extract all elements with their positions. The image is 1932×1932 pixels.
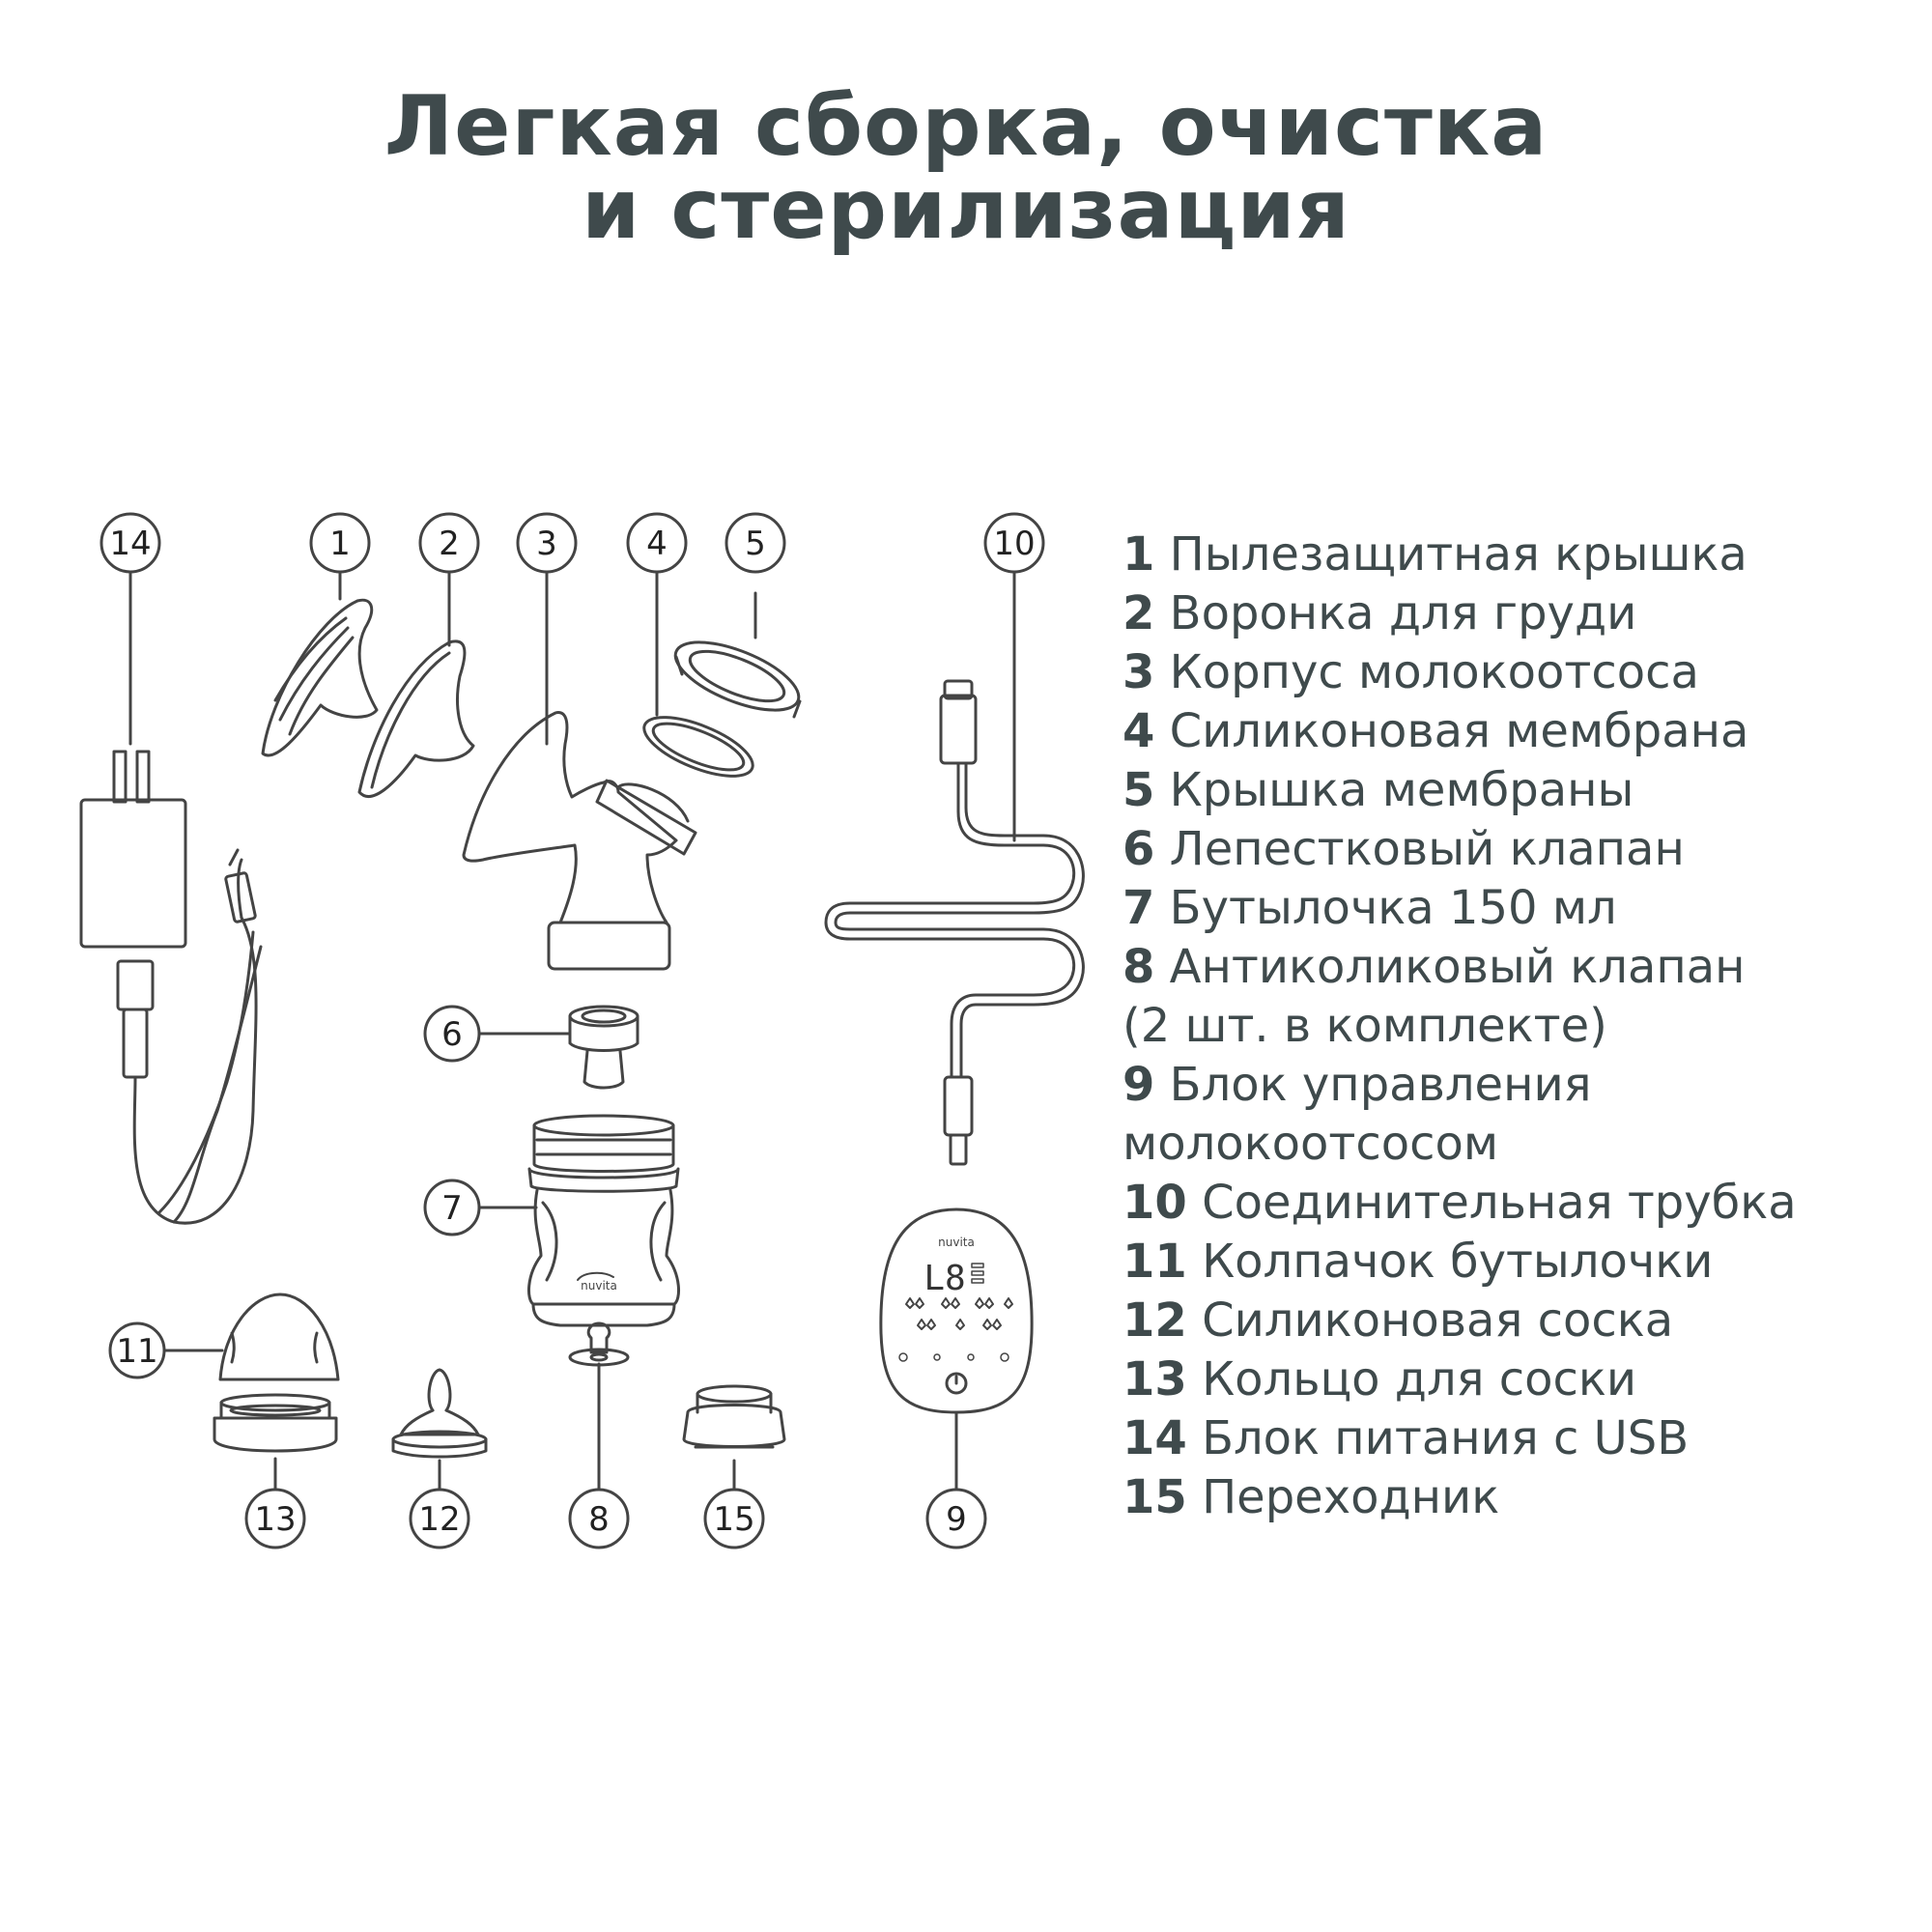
legend-item-number: 9: [1122, 1058, 1155, 1112]
legend-item-number: 10: [1122, 1176, 1187, 1230]
callout-15: [705, 1490, 763, 1548]
control-unit-illustration: [881, 1209, 1032, 1412]
legend-item: [1122, 702, 1924, 761]
parts-legend: [1122, 526, 1924, 1527]
legend-item: [1122, 526, 1924, 584]
legend-item: [1122, 1409, 1924, 1468]
legend-item-number: 8: [1122, 940, 1155, 994]
adapter-illustration: [684, 1386, 784, 1447]
legend-item: [1122, 820, 1924, 879]
legend-item-number: 14: [1122, 1411, 1187, 1465]
callout-9: [927, 1490, 985, 1548]
flower-icons: [906, 1298, 1012, 1329]
legend-item-text: Силиконовая мембрана: [1169, 704, 1749, 758]
control-unit-brand-label: nuvita: [938, 1236, 975, 1249]
callout-14-label: 14: [109, 525, 152, 563]
legend-item-text: Силиконовая соска: [1202, 1293, 1674, 1348]
legend-item-number: 4: [1122, 704, 1155, 758]
legend-item-text: Кольцо для соски: [1202, 1352, 1637, 1406]
legend-item: [1122, 1468, 1924, 1527]
legend-item-number: 1: [1122, 527, 1155, 582]
callout-13: [246, 1490, 304, 1548]
bottle-brand-label: nuvita: [581, 1279, 617, 1293]
legend-item-text: Колпачок бутылочки: [1202, 1235, 1714, 1289]
legend-item: [1122, 1174, 1924, 1233]
legend-item-number: 6: [1122, 822, 1155, 876]
callout-4-label: 4: [646, 525, 668, 563]
legend-item-text: Соединительная трубка: [1202, 1176, 1797, 1230]
legend-item-text: Бутылочка 150 мл: [1169, 881, 1617, 935]
legend-item: [1122, 938, 1924, 997]
breast-funnel-illustration: [359, 641, 473, 797]
callout-6: [425, 1007, 479, 1061]
callout-11-label: 11: [116, 1332, 158, 1371]
callout-6-label: 6: [441, 1015, 463, 1054]
legend-item: [1122, 1056, 1924, 1115]
legend-item: [1122, 1350, 1924, 1409]
legend-item: [1122, 1292, 1924, 1350]
callout-5: [726, 514, 784, 572]
legend-item-text: Пылезащитная крышка: [1169, 527, 1747, 582]
teat-ring-illustration: [214, 1395, 336, 1451]
petal-valve-illustration: [570, 1007, 638, 1088]
callout-10-label: 10: [993, 525, 1036, 563]
callout-13-label: 13: [254, 1500, 297, 1539]
legend-item-number: 5: [1122, 763, 1155, 817]
callout-4: [628, 514, 686, 572]
legend-item: [1122, 879, 1924, 938]
callout-12: [411, 1490, 469, 1548]
legend-item-text: Переходник: [1202, 1470, 1500, 1524]
callout-11: [110, 1323, 164, 1378]
legend-item-text: Лепестковый клапан: [1169, 822, 1685, 876]
legend-item: [1122, 643, 1924, 702]
callout-1-label: 1: [329, 525, 351, 563]
legend-item: [1122, 584, 1924, 643]
callout-5-label: 5: [745, 525, 766, 563]
legend-item-text: Корпус молокоотсоса: [1169, 645, 1699, 699]
callout-7-label: 7: [441, 1189, 463, 1228]
legend-item-text: Антиколиковый клапан: [1169, 940, 1746, 994]
legend-item-number: 7: [1122, 881, 1155, 935]
callout-12-label: 12: [418, 1500, 461, 1539]
callout-8-label: 8: [588, 1500, 610, 1539]
callout-10: [985, 514, 1043, 572]
control-unit-display: L8: [923, 1259, 966, 1298]
power-adapter-illustration: [81, 752, 261, 1223]
callout-3-label: 3: [536, 525, 557, 563]
legend-item-number: 2: [1122, 586, 1155, 640]
callout-3: [518, 514, 576, 572]
legend-item: [1122, 761, 1924, 820]
dust-cover-illustration: [263, 600, 377, 755]
legend-item-number: 11: [1122, 1235, 1187, 1289]
title-line-2: и стерилизация: [582, 161, 1350, 258]
legend-item: [1122, 1233, 1924, 1292]
callout-1: [311, 514, 369, 572]
legend-item-number: 3: [1122, 645, 1155, 699]
silicone-teat-illustration: [393, 1370, 486, 1457]
connecting-tube-illustration: [826, 681, 1083, 1164]
legend-item-text: Блок питания с USB: [1202, 1411, 1690, 1465]
callout-15-label: 15: [713, 1500, 755, 1539]
callout-2: [420, 514, 478, 572]
legend-item-number: 15: [1122, 1470, 1187, 1524]
legend-item-continuation: (2 шт. в комплекте): [1122, 999, 1607, 1053]
callout-2-label: 2: [439, 525, 460, 563]
anti-colic-valve-illustration: [570, 1323, 628, 1365]
legend-item-number: 13: [1122, 1352, 1187, 1406]
callout-9-label: 9: [946, 1500, 967, 1539]
callout-8: [570, 1490, 628, 1548]
legend-item-text: Крышка мембраны: [1169, 763, 1634, 817]
membrane-cover-illustration: [667, 628, 808, 724]
title-line-1: Легкая сборка, очистка: [384, 78, 1548, 175]
legend-item-text: Воронка для груди: [1169, 586, 1637, 640]
bottle-cap-illustration: [220, 1294, 338, 1379]
bottle-illustration: [528, 1116, 678, 1325]
callout-7: [425, 1180, 479, 1235]
legend-item-number: 12: [1122, 1293, 1187, 1348]
legend-item-text: Блок управления: [1169, 1058, 1592, 1112]
callout-14: [101, 514, 159, 572]
silicone-membrane-illustration: [637, 705, 760, 788]
legend-item-continuation: молокоотсосом: [1122, 1117, 1499, 1171]
